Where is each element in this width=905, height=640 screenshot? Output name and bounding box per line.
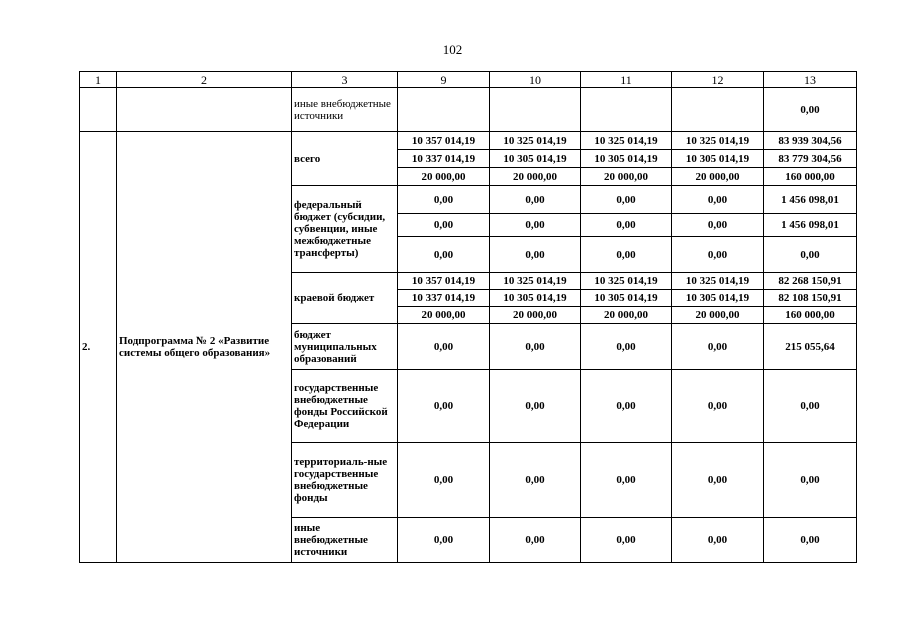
value-cell: 0,00 <box>398 186 490 214</box>
value-cell: 10 305 014,19 <box>581 150 672 168</box>
value-cell: 0,00 <box>581 186 672 214</box>
header-cell: 1 <box>80 72 117 88</box>
value-cell <box>672 88 764 132</box>
value-cell: 0,00 <box>672 443 764 518</box>
value-cell: 0,00 <box>672 214 764 237</box>
table-row <box>80 132 857 150</box>
source-label: бюджет муниципальных образований <box>292 324 398 370</box>
value-cell: 0,00 <box>581 370 672 443</box>
value-cell: 20 000,00 <box>490 168 581 186</box>
value-cell: 160 000,00 <box>764 307 857 324</box>
value-cell: 10 305 014,19 <box>672 290 764 307</box>
value-cell <box>581 88 672 132</box>
value-cell: 10 305 014,19 <box>672 150 764 168</box>
value-cell: 20 000,00 <box>581 168 672 186</box>
value-cell: 10 357 014,19 <box>398 273 490 290</box>
value-cell: 0,00 <box>490 186 581 214</box>
value-cell: 1 456 098,01 <box>764 186 857 214</box>
value-cell: 0,00 <box>398 370 490 443</box>
value-cell: 0,00 <box>764 443 857 518</box>
value-cell: 0,00 <box>398 518 490 563</box>
value-cell: 10 337 014,19 <box>398 150 490 168</box>
value-cell: 10 325 014,19 <box>581 132 672 150</box>
value-cell: 20 000,00 <box>490 307 581 324</box>
source-label: краевой бюджет <box>292 273 398 324</box>
value-cell: 10 305 014,19 <box>581 290 672 307</box>
value-cell: 0,00 <box>581 324 672 370</box>
value-cell: 160 000,00 <box>764 168 857 186</box>
value-cell: 10 325 014,19 <box>672 273 764 290</box>
value-cell: 20 000,00 <box>398 168 490 186</box>
value-cell: 0,00 <box>764 370 857 443</box>
value-cell: 0,00 <box>398 237 490 273</box>
value-cell: 0,00 <box>490 518 581 563</box>
value-cell: 0,00 <box>764 237 857 273</box>
value-cell: 20 000,00 <box>672 307 764 324</box>
item-number: 2. <box>80 132 117 563</box>
value-cell: 20 000,00 <box>581 307 672 324</box>
value-cell: 20 000,00 <box>672 168 764 186</box>
value-cell: 10 305 014,19 <box>490 290 581 307</box>
value-cell: 0,00 <box>581 214 672 237</box>
value-cell: 0,00 <box>490 443 581 518</box>
value-cell: 20 000,00 <box>398 307 490 324</box>
value-cell <box>490 88 581 132</box>
header-cell: 2 <box>117 72 292 88</box>
header-cell: 9 <box>398 72 490 88</box>
value-cell: 82 268 150,91 <box>764 273 857 290</box>
header-cell: 12 <box>672 72 764 88</box>
value-cell: 0,00 <box>398 214 490 237</box>
source-label: федеральный бюджет (субсидии, субвенции, иные межбюджетные трансферты) <box>292 186 398 273</box>
value-cell: 0,00 <box>764 88 857 132</box>
value-cell: 0,00 <box>672 370 764 443</box>
table-row <box>80 88 857 132</box>
program-name: Подпрограмма № 2 «Развитие системы общего образования» <box>117 132 292 563</box>
source-label: территориаль-ные государственные внебюджетные фонды <box>292 443 398 518</box>
value-cell: 0,00 <box>490 324 581 370</box>
value-cell: 82 108 150,91 <box>764 290 857 307</box>
value-cell: 0,00 <box>398 443 490 518</box>
source-label: иные внебюджетные источники <box>292 88 398 132</box>
header-cell: 11 <box>581 72 672 88</box>
value-cell: 0,00 <box>581 443 672 518</box>
header-cell: 3 <box>292 72 398 88</box>
value-cell: 10 325 014,19 <box>490 132 581 150</box>
value-cell: 0,00 <box>672 324 764 370</box>
value-cell: 0,00 <box>581 518 672 563</box>
value-cell: 0,00 <box>581 237 672 273</box>
page-number: 102 <box>442 42 463 57</box>
header-cell: 10 <box>490 72 581 88</box>
value-cell: 215 055,64 <box>764 324 857 370</box>
value-cell: 10 325 014,19 <box>490 273 581 290</box>
value-cell: 0,00 <box>490 214 581 237</box>
value-cell <box>398 88 490 132</box>
value-cell: 0,00 <box>672 186 764 214</box>
source-label: иные внебюджетные источники <box>292 518 398 563</box>
value-cell: 83 779 304,56 <box>764 150 857 168</box>
source-label: всего <box>292 132 398 186</box>
value-cell: 0,00 <box>398 324 490 370</box>
header-cell: 13 <box>764 72 857 88</box>
value-cell: 10 325 014,19 <box>672 132 764 150</box>
value-cell: 10 337 014,19 <box>398 290 490 307</box>
value-cell: 83 939 304,56 <box>764 132 857 150</box>
budget-table <box>79 71 857 563</box>
source-label: государственные внебюджетные фонды Российской Федерации <box>292 370 398 443</box>
value-cell: 0,00 <box>672 518 764 563</box>
value-cell: 0,00 <box>764 518 857 563</box>
value-cell: 10 305 014,19 <box>490 150 581 168</box>
value-cell: 0,00 <box>490 237 581 273</box>
value-cell: 0,00 <box>672 237 764 273</box>
value-cell: 10 357 014,19 <box>398 132 490 150</box>
value-cell: 0,00 <box>490 370 581 443</box>
value-cell: 1 456 098,01 <box>764 214 857 237</box>
header-row <box>80 72 857 88</box>
value-cell: 10 325 014,19 <box>581 273 672 290</box>
